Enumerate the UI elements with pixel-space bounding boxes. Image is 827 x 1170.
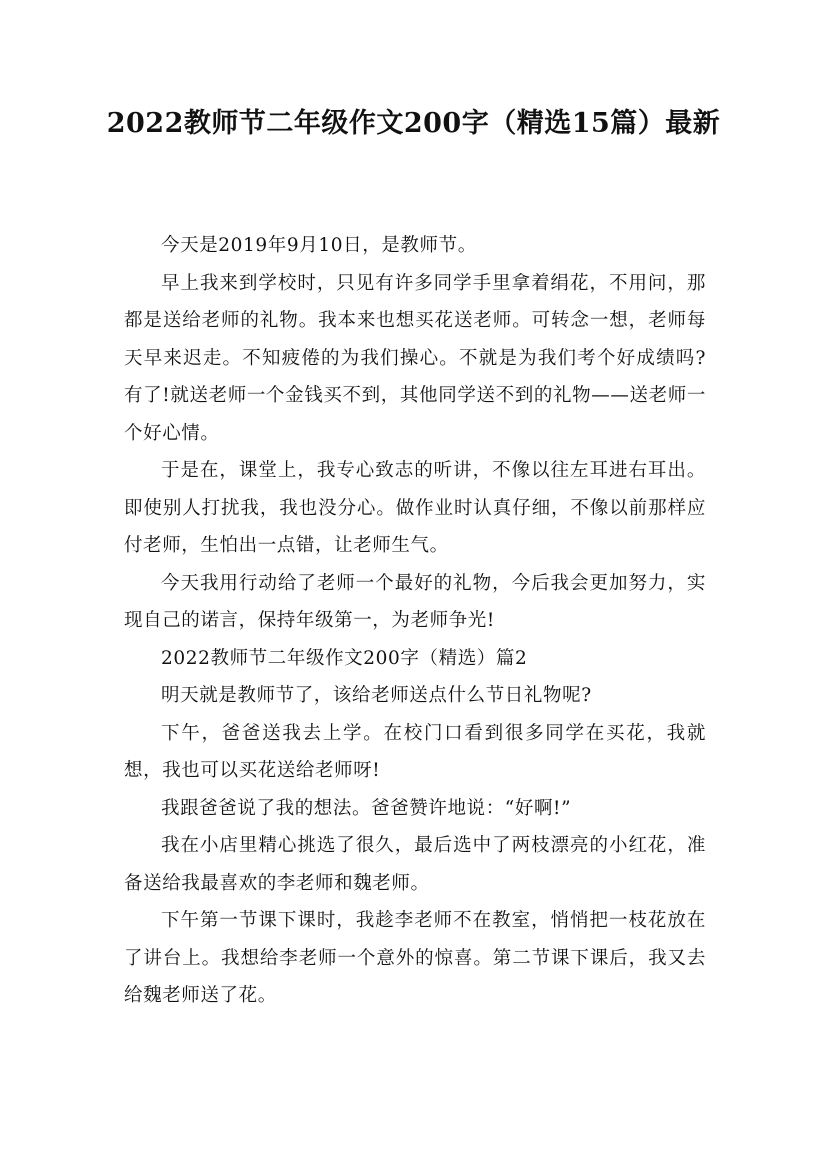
- paragraph: 明天就是教师节了，该给老师送点什么节日礼物呢?: [161, 685, 592, 706]
- paragraph: 下午第一节课下课时，我趁李老师不在教室，悄悄把一枝花放在了讲台上。我想给李老师一个意外的惊喜。第二节课下课后，我又去给魏老师送了花。: [124, 910, 706, 1006]
- paragraph: 我跟爸爸说了我的想法。爸爸赞许地说：“好啊!”: [161, 797, 572, 819]
- section-heading: 2022教师节二年级作文200字（精选）篇2: [161, 647, 528, 669]
- paragraph: 我在小店里精心挑选了很久，最后选中了两枝漂亮的小红花，准备送给我最喜欢的李老师和魏老师。: [124, 835, 706, 894]
- paragraph: 早上我来到学校时，只见有许多同学手里拿着绢花，不用问，那都是送给老师的礼物。我本来也想买花送老师。可转念一想，老师每天早来迟走。不知疲倦的为我们操心。不就是为我们考个好成绩吗?有了!就送老师一个金钱买不到，其他同学送不到的礼物——送老师一个好心情。: [124, 272, 706, 444]
- paragraph: 今天是2019年9月10日，是教师节。: [161, 235, 477, 256]
- document-title: 2022教师节二年级作文200字（精选15篇）最新: [106, 108, 721, 139]
- paragraph: 于是在，课堂上，我专心致志的听讲，不像以往左耳进右耳出。即使别人打扰我，我也没分心。做作业时认真仔细，不像以前那样应付老师，生怕出一点错，让老师生气。: [124, 460, 706, 556]
- paragraph: 下午，爸爸送我去上学。在校门口看到很多同学在买花，我就想，我也可以买花送给老师呀!: [124, 722, 706, 781]
- paragraph: 今天我用行动给了老师一个最好的礼物，今后我会更加努力，实现自己的诺言，保持年级第一，为老师争光!: [124, 572, 706, 631]
- document-body: [124, 227, 706, 1015]
